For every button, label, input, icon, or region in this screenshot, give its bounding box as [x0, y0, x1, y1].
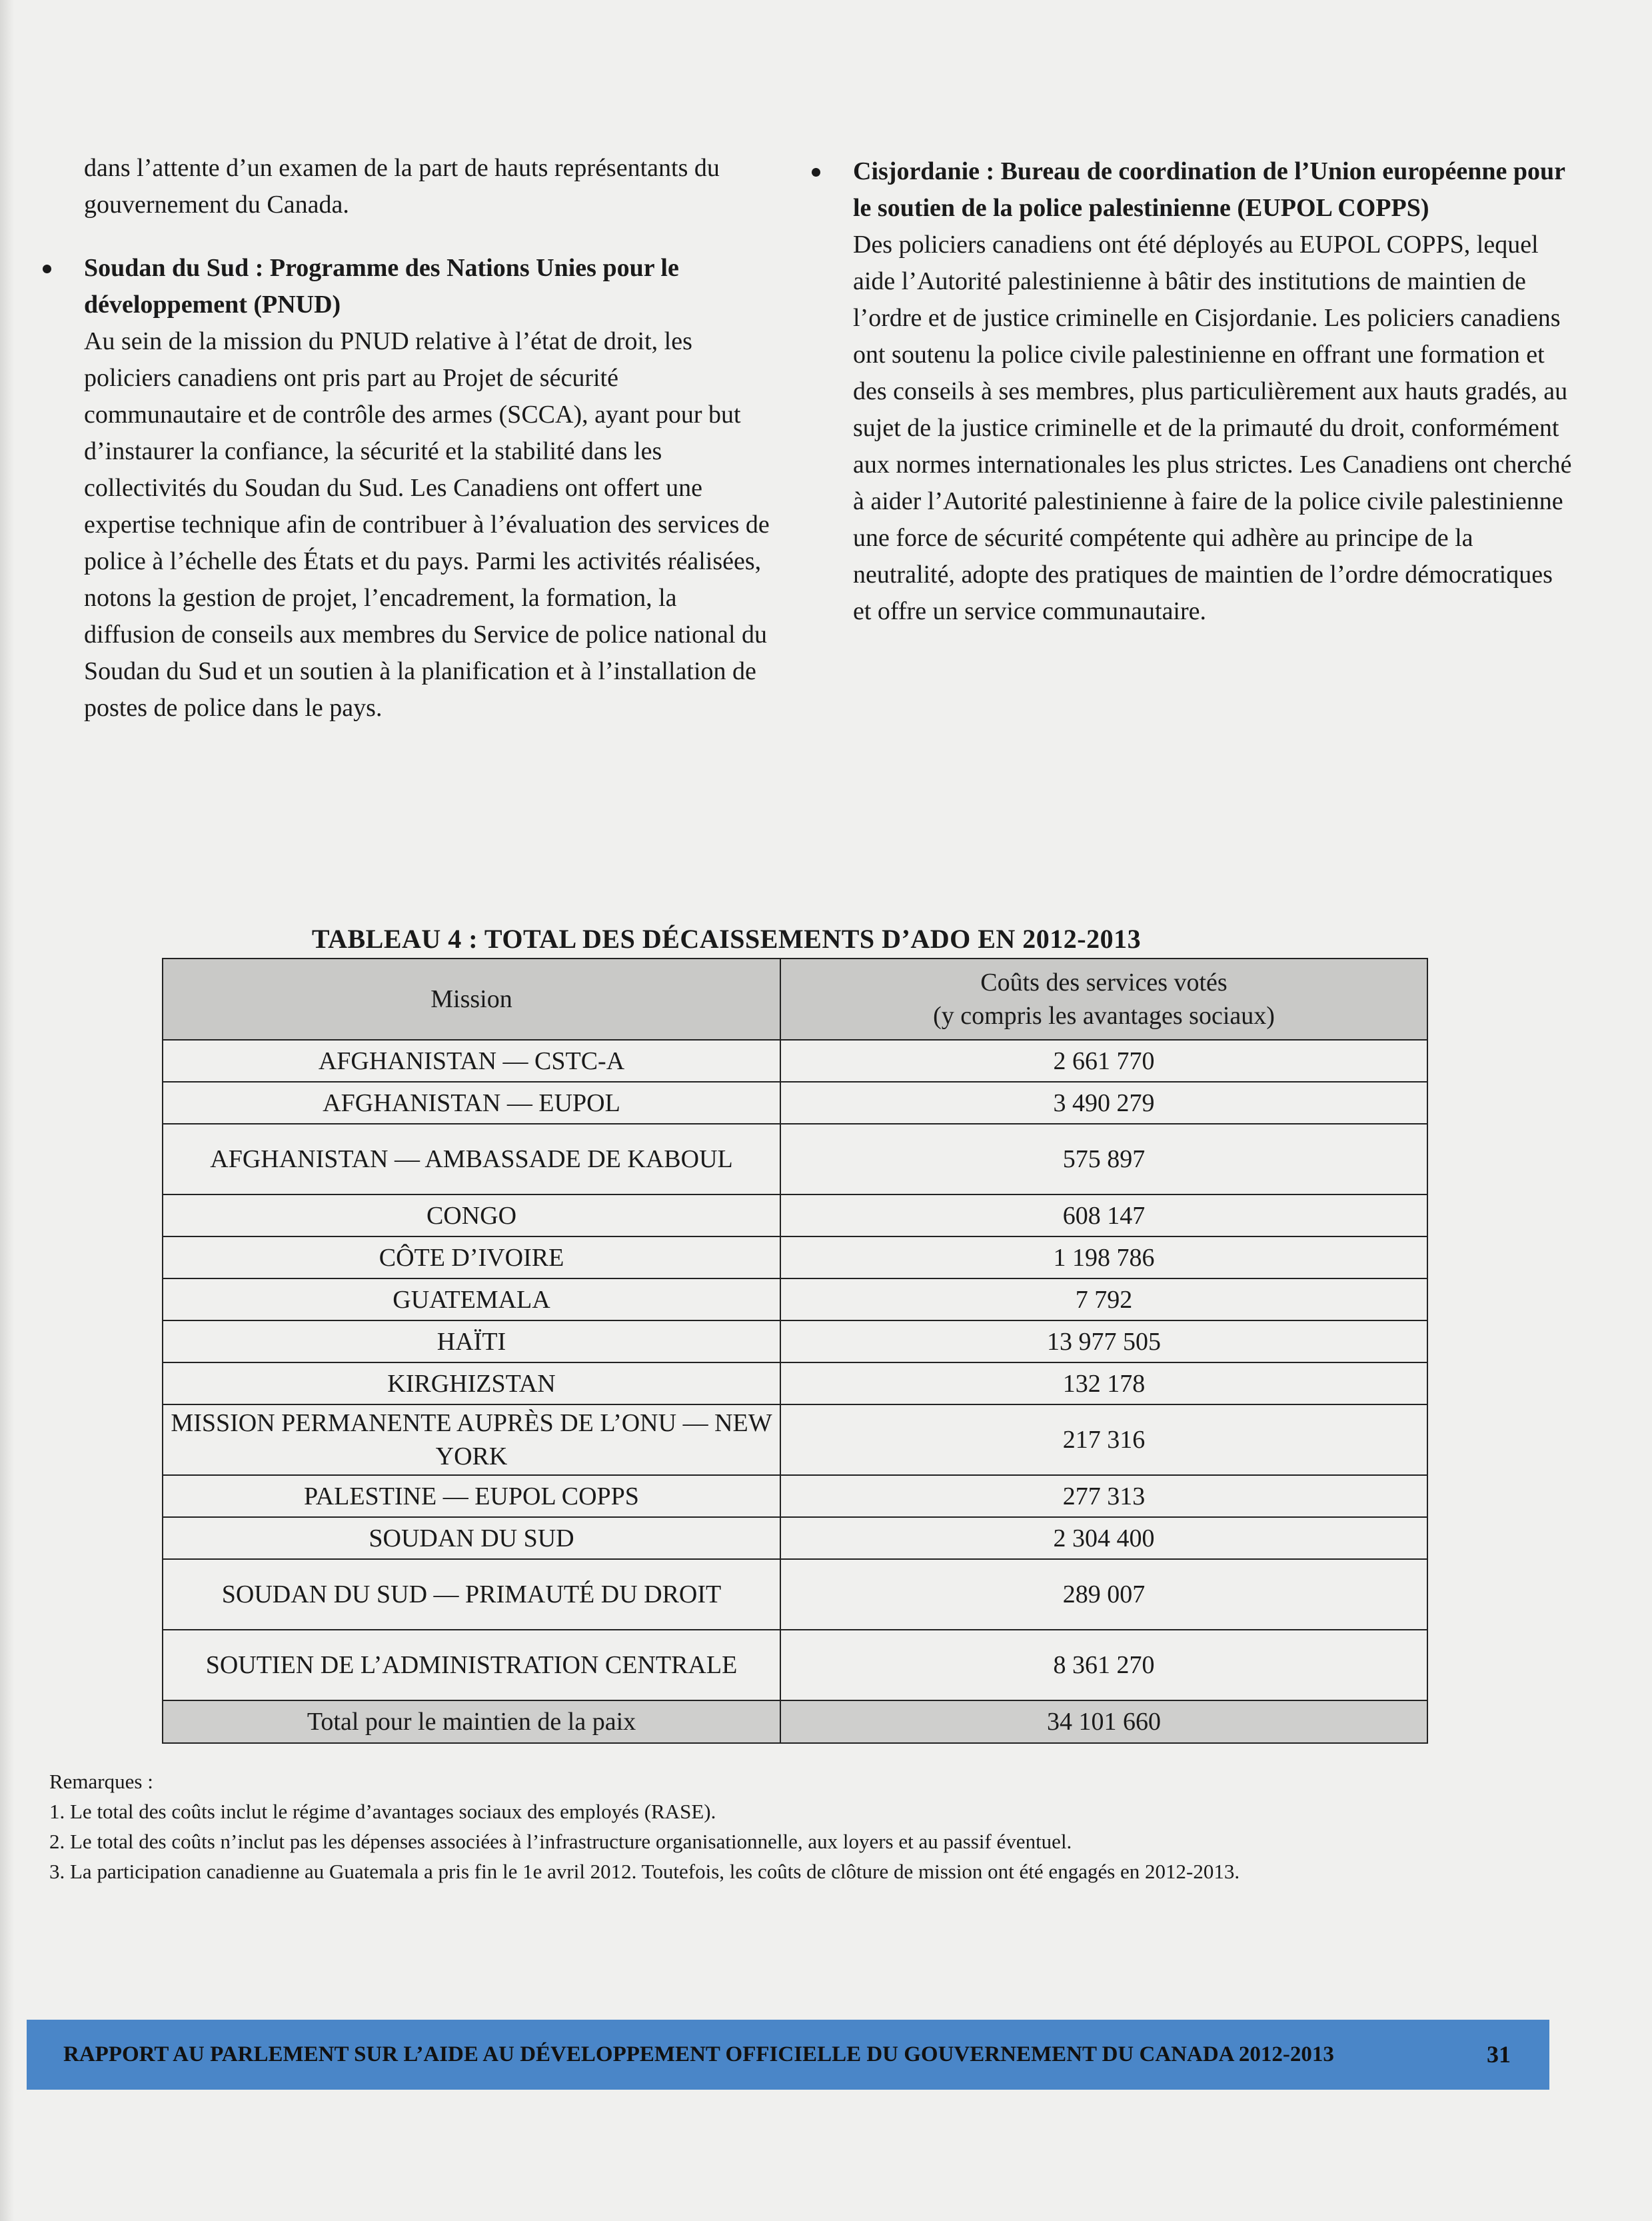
cost-cell: 8 361 270: [780, 1630, 1427, 1700]
cost-cell: 575 897: [780, 1124, 1427, 1194]
mission-cell: SOUDAN DU SUD: [163, 1517, 780, 1559]
table-row: [163, 1630, 1427, 1700]
mission-cell: GUATEMALA: [163, 1278, 780, 1320]
table-row: [163, 1475, 1427, 1517]
footer-band: [27, 2020, 1549, 2090]
notes-section: [49, 1766, 1555, 1886]
bullet-body: Au sein de la mission du PNUD relative à l’état de droit, les policiers canadiens ont pris part au Projet de sécurité communautaire et de contrôle des armes (SCCA), ayant pour but d’instaurer la confiance, la sécurité et la stabilité dans les collectivités du Soudan du Sud. Les Canadiens ont offert une expertise technique afin de contribuer à l’évaluation des services de police à l’échelle des États et du pays. Parmi les activités réalisées, notons la gestion de projet, l’encadrement, la formation, la diffusion de conseils aux membres du Service de police national du Soudan du Sud et un soutien à la planification et à l’installation de postes de police dans le pays.: [84, 327, 770, 722]
bullet-south-sudan: [84, 250, 770, 727]
total-value: 34 101 660: [780, 1700, 1427, 1743]
mission-cell: PALESTINE — EUPOL COPPS: [163, 1475, 780, 1517]
cost-cell: 289 007: [780, 1559, 1427, 1630]
bullet-dot-icon: [43, 265, 51, 273]
note-item: 2. Le total des coûts n’inclut pas les dépenses associées à l’infrastructure organisationnelle, aux loyers et au passif éventuel.: [49, 1830, 1072, 1853]
header-cost: [780, 959, 1427, 1040]
table-row: [163, 1320, 1427, 1362]
notes-heading: Remarques :: [49, 1770, 153, 1793]
bullet-dot-icon: [812, 168, 820, 177]
bullet-heading: Cisjordanie : Bureau de coordination de l’Union européenne pour le soutien de la police palestinienne (EUPOL COPPS): [853, 157, 1565, 222]
header-mission: Mission: [163, 959, 780, 1040]
table-title: TABLEAU 4 : TOTAL DES DÉCAISSEMENTS D’ADO EN 2012-2013: [311, 924, 1142, 954]
table-total-row: [163, 1700, 1427, 1743]
mission-cell: AFGHANISTAN — AMBASSADE DE KABOUL: [163, 1124, 780, 1194]
bullet-west-bank: [853, 153, 1573, 630]
table-row: [163, 1404, 1427, 1475]
intro-paragraph: dans l’attente d’un examen de la part de hauts représentants du gouvernement du Canada.: [84, 154, 720, 219]
right-column: [853, 153, 1573, 630]
mission-cell: AFGHANISTAN — CSTC-A: [163, 1040, 780, 1082]
cost-cell: 217 316: [780, 1404, 1427, 1475]
mission-cell: CONGO: [163, 1194, 780, 1236]
mission-cell: HAÏTI: [163, 1320, 780, 1362]
table-header-row: [163, 959, 1427, 1040]
mission-cell: MISSION PERMANENTE AUPRÈS DE L’ONU — NEW YORK: [163, 1404, 780, 1475]
bullet-heading: Soudan du Sud : Programme des Nations Unies pour le développement (PNUD): [84, 254, 679, 319]
footer-title: RAPPORT AU PARLEMENT SUR L’AIDE AU DÉVELOPPEMENT OFFICIELLE DU GOUVERNEMENT DU CANADA 2012-2013: [63, 2042, 1334, 2066]
cost-cell: 3 490 279: [780, 1082, 1427, 1124]
page-edge-shadow: [0, 0, 13, 2221]
cost-cell: 2 304 400: [780, 1517, 1427, 1559]
total-label: Total pour le maintien de la paix: [163, 1700, 780, 1743]
disbursement-table: [162, 958, 1428, 1744]
cost-cell: 13 977 505: [780, 1320, 1427, 1362]
cost-cell: 132 178: [780, 1362, 1427, 1404]
table-row: [163, 1559, 1427, 1630]
table-row: [163, 1082, 1427, 1124]
mission-cell: SOUTIEN DE L’ADMINISTRATION CENTRALE: [163, 1630, 780, 1700]
table-row: [163, 1194, 1427, 1236]
table-row: [163, 1124, 1427, 1194]
mission-cell: AFGHANISTAN — EUPOL: [163, 1082, 780, 1124]
header-cost-line2: (y compris les avantages sociaux): [933, 1002, 1275, 1030]
cost-cell: 7 792: [780, 1278, 1427, 1320]
left-column: [84, 150, 770, 727]
note-item: 3. La participation canadienne au Guatemala a pris fin le 1e avril 2012. Toutefois, les coûts de clôture de mission ont été engagés en 2012-2013.: [49, 1860, 1240, 1883]
table-row: [163, 1040, 1427, 1082]
cost-cell: 2 661 770: [780, 1040, 1427, 1082]
cost-cell: 277 313: [780, 1475, 1427, 1517]
cost-cell: 608 147: [780, 1194, 1427, 1236]
table-row: [163, 1517, 1427, 1559]
header-cost-line1: Coûts des services votés: [980, 969, 1228, 997]
table-row: [163, 1362, 1427, 1404]
table-row: [163, 1278, 1427, 1320]
mission-cell: SOUDAN DU SUD — PRIMAUTÉ DU DROIT: [163, 1559, 780, 1630]
note-item: 1. Le total des coûts inclut le régime d’avantages sociaux des employés (RASE).: [49, 1800, 716, 1823]
cost-cell: 1 198 786: [780, 1236, 1427, 1278]
table-row: [163, 1236, 1427, 1278]
page-number: 31: [1487, 2041, 1511, 2068]
mission-cell: CÔTE D’IVOIRE: [163, 1236, 780, 1278]
mission-cell: KIRGHIZSTAN: [163, 1362, 780, 1404]
bullet-body: Des policiers canadiens ont été déployés au EUPOL COPPS, lequel aide l’Autorité palestinienne à bâtir des institutions de maintien de l’ordre et de justice criminelle en Cisjordanie. Les policiers canadiens ont soutenu la police civile palestinienne en offrant une formation et des conseils à ses membres, plus particulièrement aux hauts gradés, au sujet de la justice criminelle et de la primauté du droit, conformément aux normes internationales les plus strictes. Les Canadiens ont cherché à aider l’Autorité palestinienne à faire de la police civile palestinienne une force de sécurité compétente qui adhère au principe de la neutralité, adopte des pratiques de maintien de l’ordre démocratiques et offre un service communautaire.: [853, 231, 1572, 625]
